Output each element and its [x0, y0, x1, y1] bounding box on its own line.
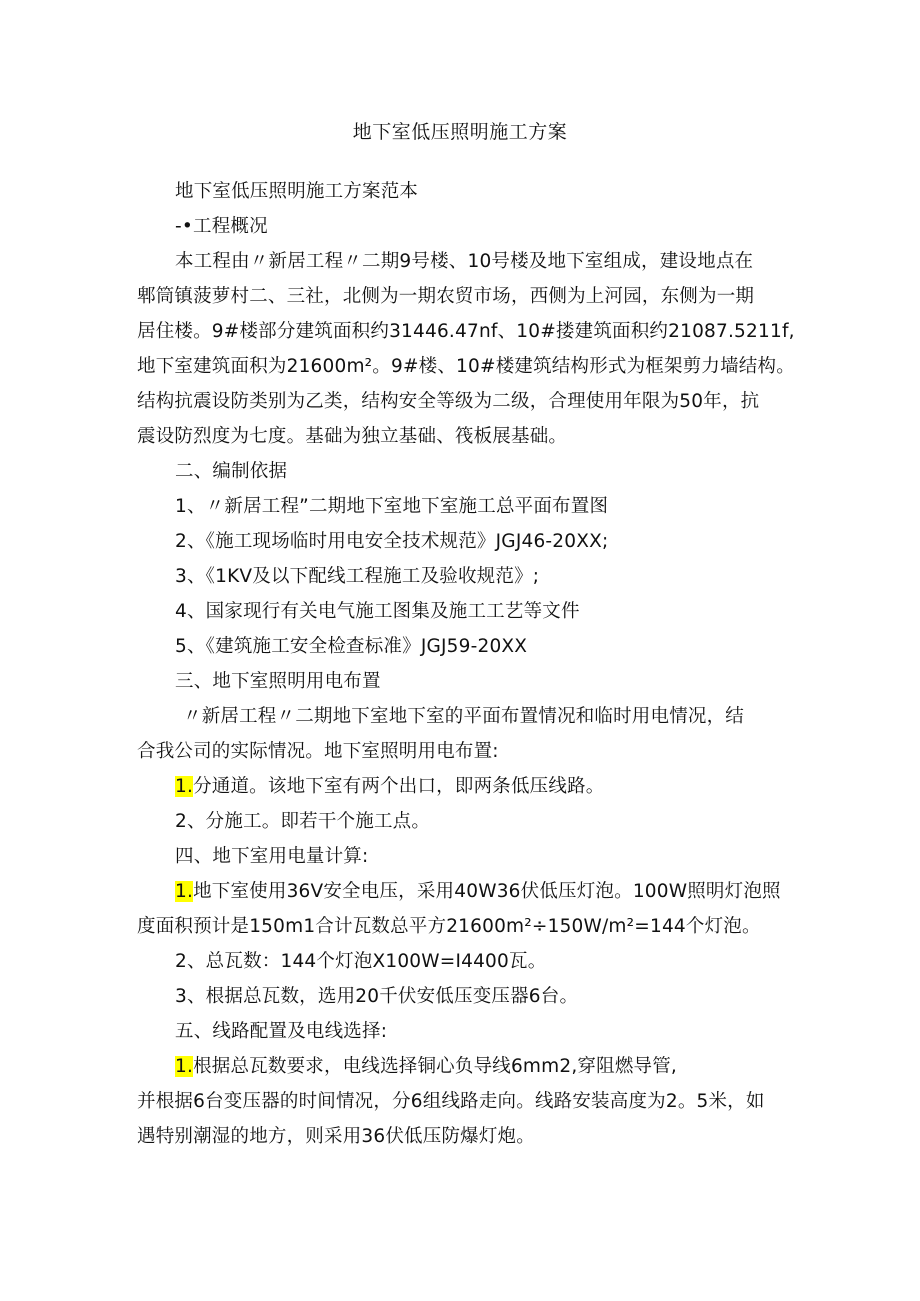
- section-heading-basis: 二、编制依据: [175, 461, 288, 482]
- list-item: 4、国家现行有关电气施工图集及施工工艺等文件: [175, 601, 580, 622]
- list-item-text: 地下室使用36V安全电压，采用40W36伏低压灯泡。100W照明灯泡照: [193, 881, 781, 902]
- highlighted-number: 1.: [175, 881, 194, 902]
- document-subtitle: 地下室低压照明施工方案范本: [175, 181, 419, 202]
- paragraph-line: 本工程由〃新居工程〃二期9号楼、10号楼及地下室组成，建设地点在: [175, 251, 754, 272]
- highlighted-number: 1.: [175, 1056, 194, 1077]
- list-item: 2、《施工现场临时用电安全技术规范》JGJ46-20XX;: [175, 531, 609, 552]
- paragraph-line: 地下室建筑面积为21600m²。9#楼、10#楼建筑结构形式为框架剪力墙结构。: [137, 356, 795, 377]
- list-item: 1、〃新居工程”二期地下室地下室施工总平面布置图: [175, 496, 609, 517]
- section-heading-layout: 三、地下室照明用电布置: [175, 671, 381, 692]
- list-item: 2、分施工。即若干个施工点。: [175, 811, 431, 832]
- list-item: 2、总瓦数：144个灯泡X100W=I4400瓦。: [175, 951, 547, 972]
- paragraph-line: 遇特别潮湿的地方，则采用36伏低压防爆灯炮。: [137, 1126, 535, 1147]
- highlighted-number: 1.: [175, 776, 194, 797]
- paragraph-line: 结构抗震设防类别为乙类，结构安全等级为二级，合理使用年限为50年，抗: [137, 391, 760, 412]
- list-item: 5、《建筑施工安全检查标准》JGJ59-20XX: [175, 636, 528, 657]
- document-body: [137, 174, 801, 1154]
- paragraph-line: 并根据6台变压器的时间情况，分6组线路走向。线路安装高度为2。5米，如: [137, 1091, 765, 1112]
- paragraph-line: 郫筒镇菠萝村二、三社，北侧为一期农贸市场，西侧为上河园，东侧为一期: [137, 286, 755, 307]
- list-item: 3、《1KV及以下配线工程施工及验收规范》;: [175, 566, 540, 587]
- section-heading-wiring: 五、线路配置及电线选择:: [175, 1021, 388, 1042]
- list-item: [137, 1049, 801, 1084]
- section-heading-load-calc: 四、地下室用电量计算:: [175, 846, 369, 867]
- paragraph-line: 居住楼。9#楼部分建筑面积约31446.47nf、10#搂建筑面积约21087.5211f,: [137, 321, 795, 342]
- paragraph-line: 震设防烈度为七度。基础为独立基础、筏板展基础。: [137, 426, 568, 447]
- list-item: [137, 874, 801, 909]
- section-heading-overview: -•工程概况: [175, 216, 268, 237]
- list-item: [137, 769, 801, 804]
- list-item-text: 根据总瓦数要求，电线选择铜心负导线6mm2,穿阻燃导管,: [193, 1056, 678, 1077]
- list-item-text: 分通道。该地下室有两个出口，即两条低压线路。: [193, 776, 605, 797]
- list-item: 3、根据总瓦数，选用20千伏安低压变压器6台。: [175, 986, 579, 1007]
- paragraph-line: 合我公司的实际情况。地下室照明用电布置:: [137, 741, 499, 762]
- paragraph-line: 〃新居工程〃二期地下室地下室的平面布置情况和临时用电情况，结: [183, 706, 745, 727]
- paragraph-line: 度面积预计是150m1合计瓦数总平方21600m²÷150W/m²=144个灯泡。: [137, 916, 761, 937]
- document-title: 地下室低压照明施工方案: [352, 121, 568, 143]
